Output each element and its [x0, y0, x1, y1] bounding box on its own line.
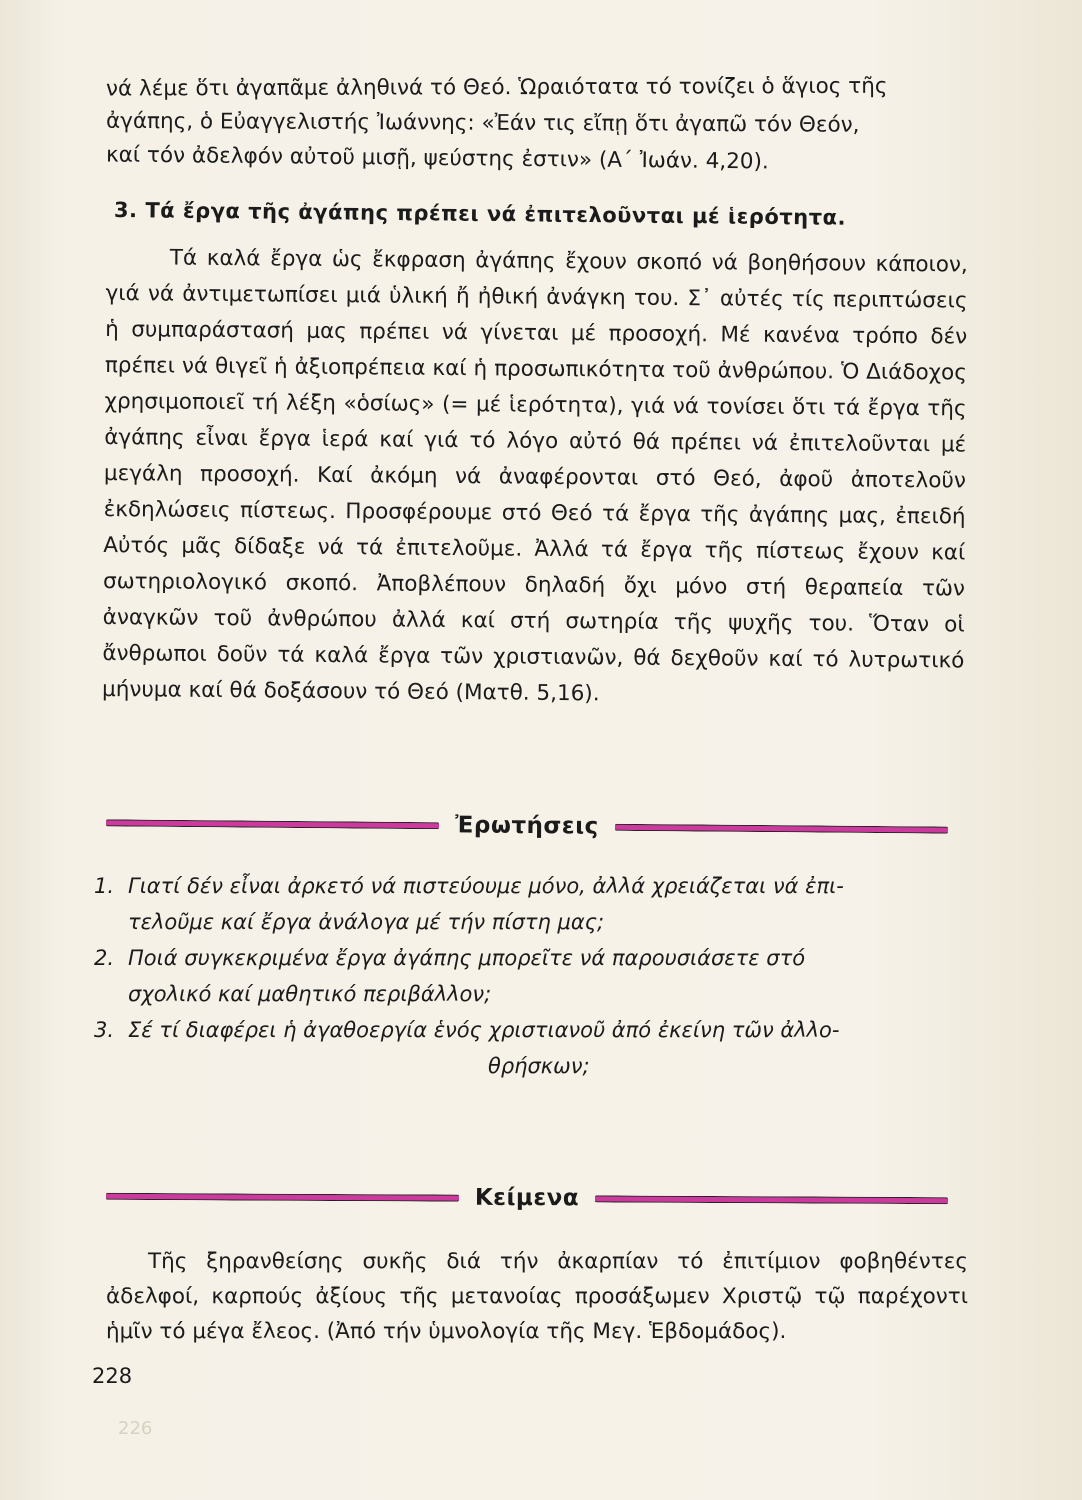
question-text: Γιατί δέν εἶναι ἀρκετό νά πιστεύουμε μόνο, ἀλλά χρειάζεται νά ἐπι-	[128, 874, 844, 898]
intro-line-3: καί τόν ἀδελφόν αὐτοῦ μισῇ, ψεύστης ἐστιν» (Α΄ Ἰωάν. 4,20).	[105, 142, 769, 175]
page-number: 228	[92, 1364, 133, 1388]
question-number: 2.	[94, 946, 115, 970]
questions-divider	[106, 802, 948, 849]
question-item	[94, 940, 974, 1012]
question-text: Σέ τί διαφέρει ἡ ἀγαθοεργία ἑνός χριστιανοῦ ἀπό ἐκείνη τῶν ἀλλο-	[128, 1018, 840, 1042]
questions-list	[94, 868, 974, 1084]
texts-divider	[106, 1176, 948, 1220]
question-text-cont: θρήσκων;	[488, 1054, 590, 1078]
question-item	[94, 1012, 974, 1084]
question-number: 3.	[94, 1018, 115, 1042]
bleed-through-page-number: 226	[118, 1418, 153, 1439]
intro-paragraph	[106, 70, 968, 178]
section-heading: 3. Τά ἔργα τῆς ἀγάπης πρέπει νά ἐπιτελοῦνται μέ ἱερότητα.	[113, 198, 847, 230]
divider-rule-right	[615, 823, 948, 833]
divider-rule-left	[106, 819, 439, 829]
question-text-cont: τελοῦμε καί ἔργα ἀνάλογα μέ τήν πίστη μας;	[128, 910, 605, 934]
questions-title: Ἐρωτήσεις	[455, 812, 599, 840]
main-paragraph: Τά καλά ἔργα ὡς ἔκφραση ἀγάπης ἔχουν σκοπό νά βοηθήσουν κάποιον, γιά νά ἀντιμετωπίσει μιά ὑλική ἤ ἠθική ἀνάγκη του. Σ᾽ αὐτές τίς περιπτώσεις ἡ συμπαράστασή μας πρέπει νά γίνεται μέ προσοχή. Μέ κανένα τρόπο δέν πρέπει νά θιγεῖ ἡ ἀξιοπρέπεια καί ἡ προσωπικότητα τοῦ ἀνθρώπου. Ὁ Διάδοχος χρησιμοποιεῖ τή λέξη «ὁσίως» (= μέ ἱερότητα), γιά νά τονίσει ὅτι τά ἔργα τῆς ἀγάπης εἶναι ἔργα ἱερά καί γιά τό λόγο αὐτό θά πρέπει νά ἐπιτελοῦνται μέ μεγάλη προσοχή. Καί ἀκόμη νά ἀναφέρονται στό Θεό, ἀφοῦ ἀποτελοῦν ἐκδηλώσεις πίστεως. Προσφέρουμε στό Θεό τά ἔργα τῆς ἀγάπης μας, ἐπειδή Αὐτός μᾶς δίδαξε νά τά ἐπιτελοῦμε. Ἀλλά τά ἔργα τῆς πίστεως ἔχουν καί σωτηριολογικό σκοπό. Ἀποβλέπουν δηλαδή ὄχι μόνο στή θεραπεία τῶν ἀναγκῶν τοῦ ἀνθρώπου ἀλλά καί στή σωτηρία τῆς ψυχῆς του. Ὅταν οἱ ἄνθρωποι δοῦν τά καλά ἔργα τῶν χριστιανῶν, θά δεχθοῦν καί τό λυτρωτικό μήνυμα καί θά δοξάσουν τό Θεό (Ματθ. 5,16).	[101, 245, 968, 707]
hymn-paragraph: Τῆς ξηρανθείσης συκῆς διά τήν ἀκαρπίαν τό ἐπιτίμιον φοβηθέντες ἀδελφοί, καρπούς ἀξίους τῆς μετανοίας προσάξωμεν Χριστῷ τῷ παρέχοντι ἡμῖν τό μέγα ἔλεος. (Ἀπό τήν ὑμνολογία τῆς Μεγ. Ἑβδομάδος).	[106, 1249, 968, 1344]
question-number: 1.	[94, 874, 115, 898]
question-item	[94, 868, 974, 940]
intro-line-2: ἀγάπης, ὁ Εὐαγγελιστής Ἰωάννης: «Ἐάν τις εἴπῃ ὅτι ἀγαπῶ τόν Θεόν,	[105, 108, 860, 138]
divider-rule-left	[106, 1192, 459, 1201]
intro-line-1: νά λέμε ὅτι ἀγαπᾶμε ἀληθινά τό Θεό. Ὡραιότατα τό τονίζει ὁ ἅγιος τῆς	[105, 73, 888, 102]
question-text-cont: σχολικό καί μαθητικό περιβάλλον;	[128, 982, 492, 1006]
divider-rule-right	[595, 1195, 948, 1204]
question-text: Ποιά συγκεκριμένα ἔργα ἀγάπης μπορεῖτε νά παρουσιάσετε στό	[128, 946, 806, 970]
texts-title: Κείμενα	[474, 1184, 580, 1212]
